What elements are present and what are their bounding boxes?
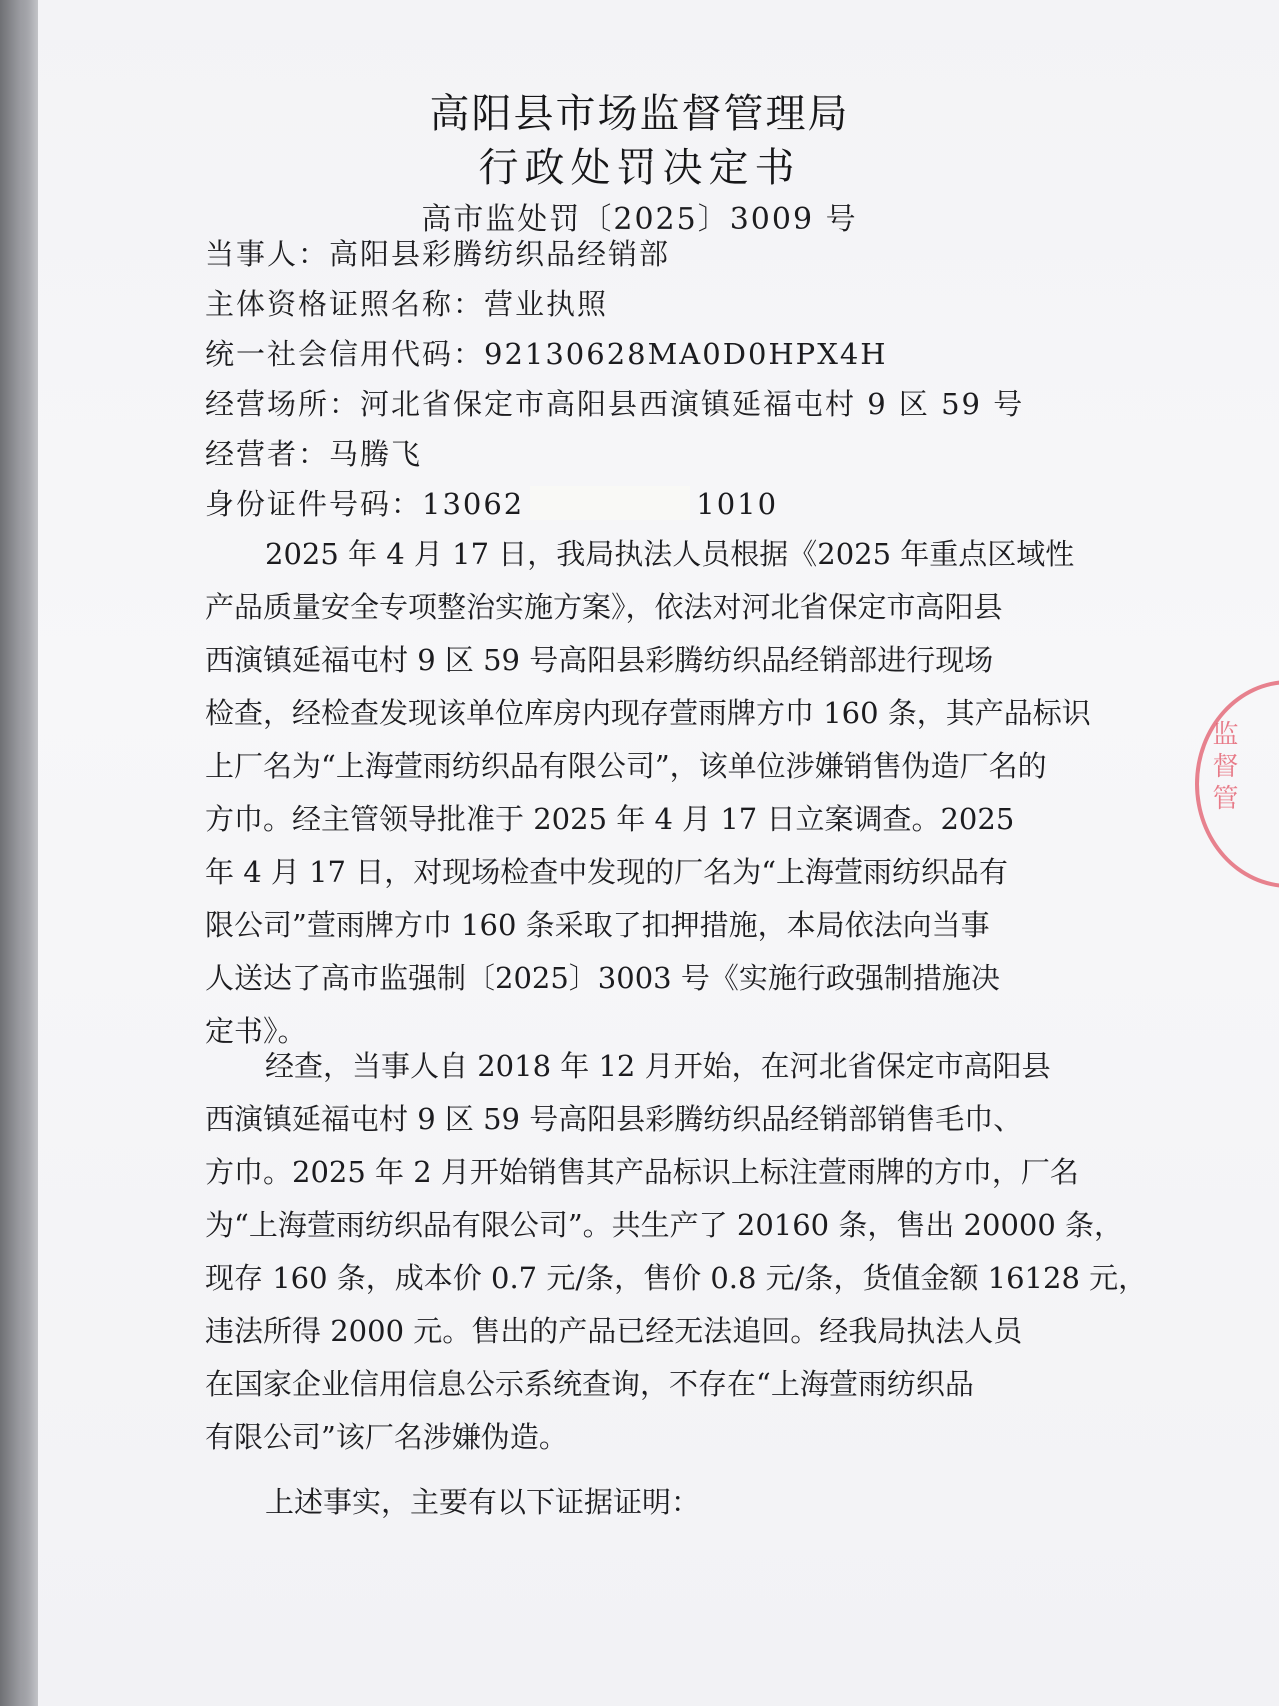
paragraph-line: 上述事实，主要有以下证据证明： xyxy=(265,1485,701,1519)
license-type: 主体资格证照名称：营业执照 xyxy=(205,287,609,321)
paragraph-line: 现存 160 条，成本价 0.7 元/条，售价 0.8 元/条，货值金额 16128 元， xyxy=(205,1261,1148,1295)
document-number: 高市监处罚〔2025〕3009 号 xyxy=(421,202,858,237)
paragraph-evidence xyxy=(205,1476,700,1529)
paragraph-line: 2025 年 4 月 17 日，我局执法人员根据《2025 年重点区域性 xyxy=(265,537,1075,571)
id-number-suffix: 1010 xyxy=(696,487,779,521)
paragraph-line: 方巾。经主管领导批准于 2025 年 4 月 17 日立案调查。2025 xyxy=(205,802,1015,836)
paragraph-line: 方巾。2025 年 2 月开始销售其产品标识上标注萱雨牌的方巾，厂名 xyxy=(205,1155,1079,1189)
paragraph-line: 人送达了高市监强制〔2025〕3003 号《实施行政强制措施决 xyxy=(205,961,1000,995)
paragraph-line: 产品质量安全专项整治实施方案》，依法对河北省保定市高阳县 xyxy=(205,590,1003,624)
party-name: 当事人：高阳县彩腾纺织品经销部 xyxy=(205,237,671,271)
paragraph-findings xyxy=(205,1040,1147,1464)
paragraph-line: 西演镇延福屯村 9 区 59 号高阳县彩腾纺织品经销部进行现场 xyxy=(205,643,994,677)
agency-title: 高阳县市场监督管理局 xyxy=(429,91,850,137)
paragraph-inspection xyxy=(205,528,1091,1058)
paragraph-line: 定书》。 xyxy=(205,1014,307,1048)
paragraph-line: 限公司”萱雨牌方巾 160 条采取了扣押措施，本局依法向当事 xyxy=(205,908,990,942)
paragraph-line: 为“上海萱雨纺织品有限公司”。共生产了 20160 条，售出 20000 条， xyxy=(205,1208,1124,1242)
business-address: 经营场所：河北省保定市高阳县西演镇延福屯村 9 区 59 号 xyxy=(205,387,1025,421)
paragraph-line: 经查，当事人自 2018 年 12 月开始，在河北省保定市高阳县 xyxy=(265,1049,1051,1083)
paragraph-line: 上厂名为“上海萱雨纺织品有限公司”，该单位涉嫌销售伪造厂名的 xyxy=(205,749,1047,783)
id-number-prefix: 身份证件号码：13062 xyxy=(205,487,525,521)
operator-name: 经营者：马腾飞 xyxy=(205,437,423,471)
paragraph-line: 有限公司”该厂名涉嫌伪造。 xyxy=(205,1420,568,1454)
paragraph-line: 西演镇延福屯村 9 区 59 号高阳县彩腾纺织品经销部销售毛巾、 xyxy=(205,1102,1023,1136)
document-type-title: 行政处罚决定书 xyxy=(478,145,801,191)
paragraph-line: 在国家企业信用信息公示系统查询，不存在“上海萱雨纺织品 xyxy=(205,1367,974,1401)
id-number xyxy=(205,482,778,523)
paragraph-line: 年 4 月 17 日，对现场检查中发现的厂名为“上海萱雨纺织品有 xyxy=(205,855,1009,889)
redaction-mask xyxy=(530,486,690,520)
paragraph-line: 检查，经检查发现该单位库房内现存萱雨牌方巾 160 条，其产品标识 xyxy=(205,696,1091,730)
credit-code: 统一社会信用代码：92130628MA0D0HPX4H xyxy=(205,337,888,371)
official-seal-text: 监督管 xyxy=(1208,720,1238,816)
paragraph-line: 违法所得 2000 元。售出的产品已经无法追回。经我局执法人员 xyxy=(205,1314,1023,1348)
